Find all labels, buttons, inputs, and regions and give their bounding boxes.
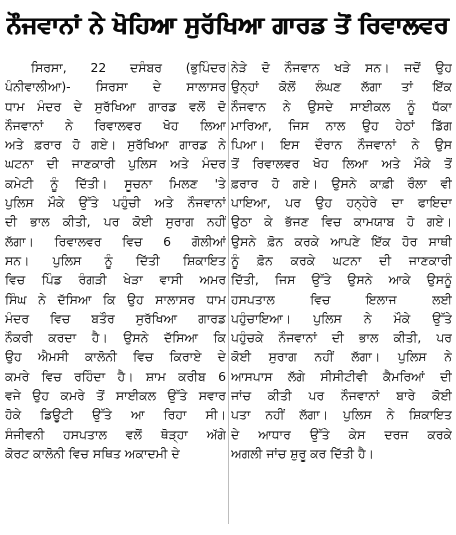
- article-column-right: [231, 58, 452, 528]
- article-line: ਕਮੇਟੀ ਨੂੰ ਦਿੱਤੀ। ਸੂਚਨਾ ਮਿਲਣ 'ਤੇ: [5, 175, 226, 191]
- article-line: ਪਹੁੰਚਕੇ ਨੌਜਵਾਨਾਂ ਦੀ ਭਾਲ ਕੀਤੀ, ਪਰ: [231, 330, 452, 346]
- article-line: ਪਤਾ ਨਹੀਂ ਲੱਗਾ। ਪੁਲਿਸ ਨੇ ਸ਼ਿਕਾਇਤ: [231, 407, 452, 423]
- article-line: ਸਿੰਘ ਨੇ ਦੱਸਿਆ ਕਿ ਉਹ ਸਾਲਾਸਰ ਧਾਮ: [5, 291, 226, 307]
- article-line: ਨੂੰ ਫ਼ੋਨ ਕਰਕੇ ਘਟਨਾ ਦੀ ਜਾਣਕਾਰੀ: [231, 252, 452, 268]
- article-line: ਵਜੇ ਉਹ ਕਮਰੇ ਤੋਂ ਸਾਈਕਲ ਉੱਤੇ ਸਵਾਰ: [5, 388, 226, 404]
- article-line: ਦੀ ਭਾਲ ਕੀਤੀ, ਪਰ ਕੋਈ ਸੁਰਾਗ ਨਹੀਂ: [5, 214, 226, 230]
- article-line: ਮੰਦਰ ਵਿਚ ਬਤੌਰ ਸੁਰੱਖਿਆ ਗਾਰਡ: [5, 310, 226, 326]
- article-line: ਨੌਜਵਾਨ ਨੇ ਉਸਦੇ ਸਾਈਕਲ ਨੂੰ ਧੱਕਾ: [231, 98, 452, 114]
- article-line: ਪੁਲਿਸ ਮੌਕੇ ਉੱਤੇ ਪਹੁੰਚੀ ਅਤੇ ਨੌਜਵਾਨਾਂ: [5, 195, 226, 211]
- article-line: ਮਾਰਿਆ, ਜਿਸ ਨਾਲ ਉਹ ਹੇਠਾਂ ਡਿੱਗ: [231, 117, 452, 133]
- article-line: ਹਸਪਤਾਲ ਵਿਚ ਇਲਾਜ ਲਈ: [231, 291, 452, 307]
- article-line: ਘਟਨਾ ਦੀ ਜਾਣਕਾਰੀ ਪੁਲਿਸ ਅਤੇ ਮੰਦਰ: [5, 156, 226, 172]
- article-line: ਪੰਨੀਵਾਲੀਆ)- ਸਿਰਸਾ ਦੇ ਸਾਲਾਸਰ: [5, 79, 226, 95]
- article-line: ਨੌਕਰੀ ਕਰਦਾ ਹੈ। ਉਸਨੇ ਦੱਸਿਆ ਕਿ: [5, 330, 226, 346]
- article-line: ਸਨ। ਪੁਲਿਸ ਨੂੰ ਦਿੱਤੀ ਸ਼ਿਕਾਇਤ: [5, 252, 226, 268]
- article-line: ਜਾਂਚ ਕੀਤੀ ਪਰ ਨੌਜਵਾਨਾਂ ਬਾਰੇ ਕੋਈ: [231, 388, 452, 404]
- article-line: ਕੋਰਟ ਕਾਲੋਨੀ ਵਿਚ ਸਥਿਤ ਅਕਾਦਮੀ ਦੇ: [5, 445, 180, 461]
- article-line: ਵਿਚ ਪਿੰਡ ਰੰਗੜੀ ਖੇੜਾ ਵਾਸੀ ਅਮਰ: [5, 272, 226, 288]
- article-line: ਦਿੱਤੀ, ਜਿਸ ਉੱਤੇ ਉਸਨੇ ਆਕੇ ਉਸਨੂੰ: [231, 272, 452, 288]
- article-line: ਅਗਲੀ ਜਾਂਚ ਸ਼ੁਰੂ ਕਰ ਦਿੱਤੀ ਹੈ।: [231, 445, 374, 461]
- article-line: ਉਠਾ ਕੇ ਭੱਜਣ ਵਿਚ ਕਾਮਯਾਬ ਹੋ ਗਏ।: [231, 214, 452, 230]
- article-line: ਉਸਨੇ ਫ਼ੋਨ ਕਰਕੇ ਆਪਣੇ ਇੱਕ ਹੋਰ ਸਾਥੀ: [231, 233, 452, 249]
- article-column-left: [5, 58, 226, 528]
- headline: ਨੌਜਵਾਨਾਂ ਨੇ ਖੋਹਿਆ ਸੁਰੱਖਿਆ ਗਾਰਡ ਤੋਂ ਰਿਵਾਲਵਰ: [6, 11, 450, 39]
- article-line: ਕੋਈ ਸੁਰਾਗ ਨਹੀਂ ਲੱਗਾ। ਪੁਲਿਸ ਨੇ: [231, 349, 452, 365]
- article-line: ਨੇੜੇ ਦੋ ਨੌਜਵਾਨ ਖੜੇ ਸਨ। ਜਦੋਂ ਉਹ: [231, 60, 452, 75]
- article-line: ਉਨ੍ਹਾਂ ਕੋਲੋਂ ਲੰਘਣ ਲੱਗਾ ਤਾਂ ਇੱਕ: [231, 79, 452, 95]
- article-line: ਸੰਜੀਵਨੀ ਹਸਪਤਾਲ ਵਲੋਂ ਥੋੜ੍ਹਾ ਅੱਗੇ: [5, 426, 226, 442]
- article-line: ਕਮਰੇ ਵਿਚ ਰਹਿੰਦਾ ਹੈ। ਸ਼ਾਮ ਕਰੀਬ 6: [5, 368, 226, 384]
- article-line: ਆਸਪਾਸ ਲੱਗੇ ਸੀਸੀਟੀਵੀ ਕੈਮਰਿਆਂ ਦੀ: [231, 368, 452, 384]
- column-divider: [228, 62, 229, 524]
- article-line: ਪਿਆ। ਇਸ ਦੌਰਾਨ ਨੌਜਵਾਨਾਂ ਨੇ ਉਸ: [231, 137, 452, 153]
- article-line: ਤੋਂ ਰਿਵਾਲਵਰ ਖੋਹ ਲਿਆ ਅਤੇ ਮੌਕੇ ਤੋਂ: [231, 156, 452, 172]
- article-line: ਹੋਕੇ ਡਿਊਟੀ ਉੱਤੇ ਆ ਰਿਹਾ ਸੀ।: [5, 407, 226, 423]
- article-line: ਧਾਮ ਮੰਦਰ ਦੇ ਸੁਰੱਖਿਆ ਗਾਰਡ ਵਲੋਂ ਦੋ: [5, 98, 226, 114]
- article-line: ਸਿਰਸਾ, 22 ਦਸੰਬਰ (ਭੁਪਿੰਦਰ: [31, 60, 226, 75]
- article-line: ਪਹੁੰਚਾਇਆ। ਪੁਲਿਸ ਨੇ ਮੌਕੇ ਉੱਤੇ: [231, 310, 452, 326]
- article-line: ਉਹ ਐਮਸੀ ਕਾਲੋਨੀ ਵਿਚ ਕਿਰਾਏ ਦੇ: [5, 349, 226, 365]
- article-line: ਅਤੇ ਫ਼ਰਾਰ ਹੋ ਗਏ। ਸੁਰੱਖਿਆ ਗਾਰਡ ਨੇ: [5, 137, 226, 153]
- article-line: ਪਾਇਆ, ਪਰ ਉਹ ਹਨ੍ਹੇਰੇ ਦਾ ਫਾਇਦਾ: [231, 195, 452, 211]
- article-line: ਨੌਜਵਾਨਾਂ ਨੇ ਰਿਵਾਲਵਰ ਖੋਹ ਲਿਆ: [5, 117, 226, 133]
- article-line: ਲੱਗਾ। ਰਿਵਾਲਵਰ ਵਿਚ 6 ਗੋਲੀਆਂ: [5, 233, 226, 249]
- article-line: ਦੇ ਆਧਾਰ ਉੱਤੇ ਕੇਸ ਦਰਜ ਕਰਕੇ: [231, 426, 452, 442]
- article-line: ਫ਼ਰਾਰ ਹੋ ਗਏ। ਉਸਨੇ ਕਾਫ਼ੀ ਰੌਲਾ ਵੀ: [231, 175, 452, 191]
